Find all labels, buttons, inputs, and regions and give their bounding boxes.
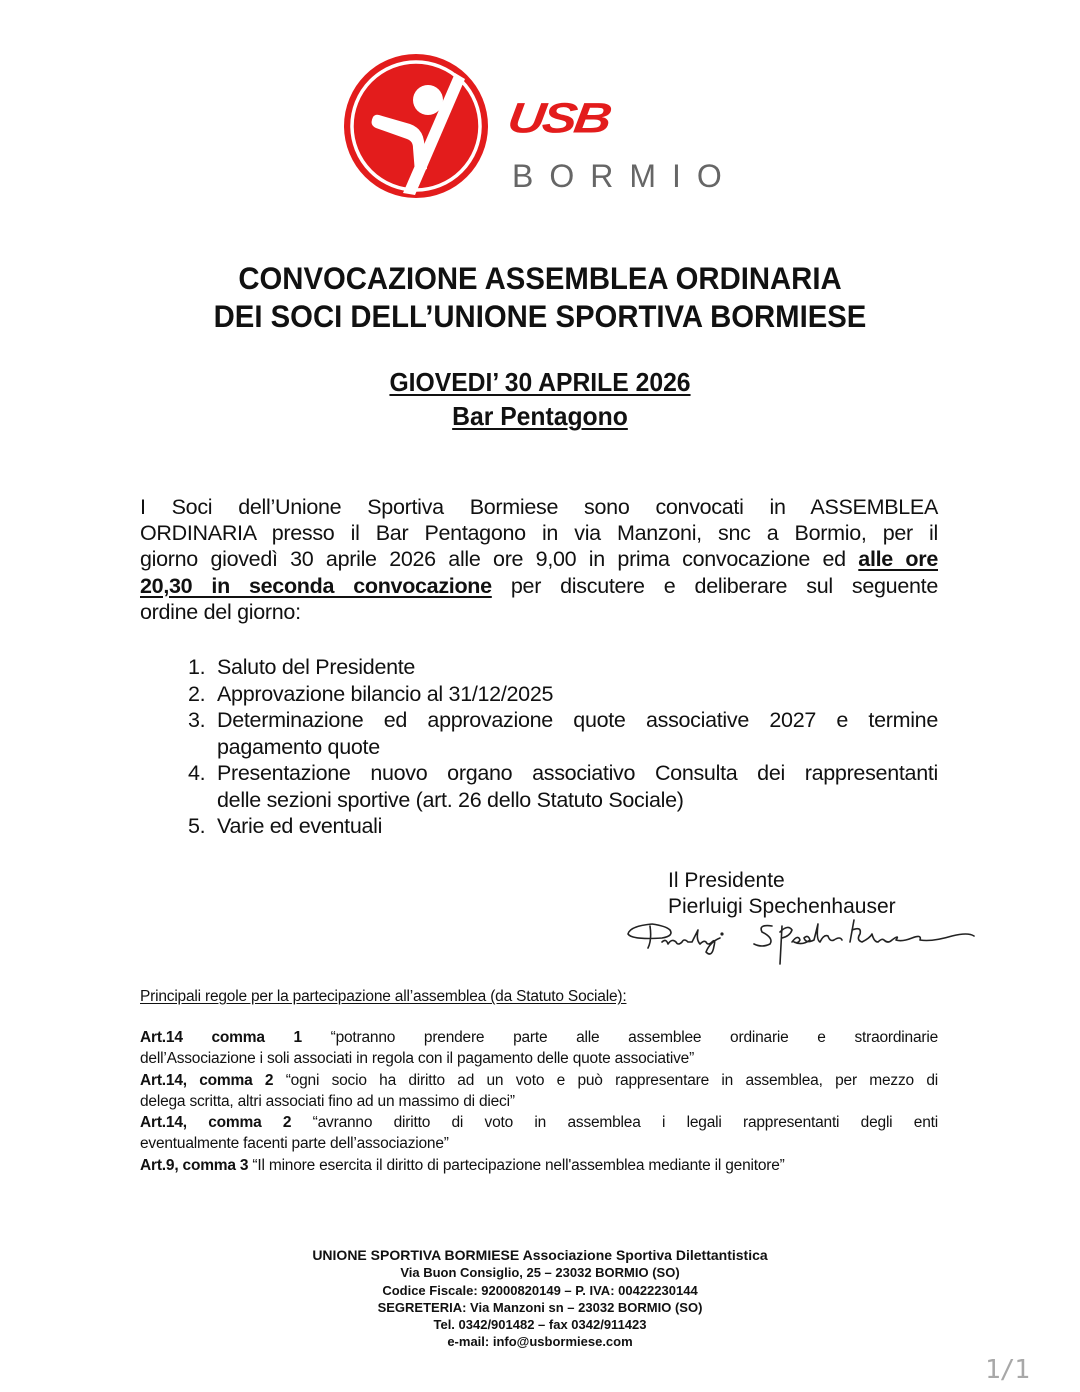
signatory-role: Il Presidente — [668, 869, 785, 892]
letterhead-footer — [0, 1247, 1080, 1351]
rule-reference: Art.14 comma 1 — [140, 1029, 302, 1046]
meeting-venue: Bar Pentagono — [452, 401, 628, 431]
paragraph-text: per discutere e deliberare sul seguente — [491, 573, 938, 598]
footer-tax-codes: Codice Fiscale: 92000820149 – P. IVA: 00422230144 — [382, 1282, 698, 1298]
paragraph-line — [140, 573, 938, 599]
rule-line — [140, 1112, 938, 1133]
second-call-time-bold: alle ore — [858, 547, 938, 572]
footer-address: Via Buon Consiglio, 25 – 23032 BORMIO (SO) — [400, 1265, 680, 1281]
rule-line: dell’Associazione i soli associati in regola con il pagamento delle quote associative” — [140, 1050, 695, 1068]
signatory-name: Pierluigi Spechenhauser — [668, 895, 896, 918]
handwritten-signature-icon — [622, 912, 982, 974]
convocation-paragraph — [140, 494, 938, 625]
rules-heading: Principali regole per la partecipazione all’assemblea (da Statuto Sociale): — [140, 988, 627, 1005]
footer-phone-fax: Tel. 0342/901482 – fax 0342/911423 — [433, 1317, 647, 1333]
rule-line: delega scritta, altri associati fino ad un massimo di dieci” — [140, 1092, 515, 1110]
rules-list — [140, 1027, 938, 1176]
rule-reference: Art.9, comma 3 — [140, 1156, 249, 1174]
paragraph-line — [140, 546, 938, 572]
agenda-text: Varie ed eventuali — [217, 814, 383, 838]
agenda-list — [188, 654, 938, 840]
agenda-text: Approvazione bilancio al 31/12/2025 — [217, 681, 554, 706]
paragraph-text: giorno giovedì 30 aprile 2026 alle ore 9,00 in prima convocazione ed — [140, 547, 859, 572]
document-title-line1: CONVOCAZIONE ASSEMBLEA ORDINARIA — [238, 260, 842, 296]
usb-emblem-icon — [343, 53, 489, 199]
agenda-item — [188, 707, 938, 760]
agenda-number: 5. — [188, 814, 206, 838]
agenda-item — [188, 760, 938, 813]
agenda-number: 2. — [188, 681, 206, 706]
rule-text: “ogni socio ha diritto ad un voto e può rappresentare in assemblea, per mezzo di — [273, 1071, 939, 1089]
footer-secretariat: SEGRETERIA: Via Manzoni sn – 23032 BORMIO (SO) — [377, 1299, 703, 1315]
agenda-item — [188, 681, 938, 708]
agenda-text: delle sezioni sportive (art. 26 dello Statuto Sociale) — [217, 787, 684, 812]
agenda-text: Determinazione ed approvazione quote associative 2027 e termine — [217, 708, 938, 732]
second-call-bold: 20,30 in seconda convocazione — [140, 573, 492, 598]
agenda-number: 4. — [188, 761, 206, 785]
agenda-number: 1. — [188, 655, 206, 679]
rule-line — [140, 1070, 938, 1091]
agenda-number: 3. — [188, 708, 206, 732]
paragraph-line: ORDINARIA presso il Bar Pentagono in via Manzoni, snc a Bormio, per il — [140, 521, 938, 546]
footer-email: e-mail: info@usbormiese.com — [447, 1334, 633, 1350]
page-indicator: 1/1 — [985, 1355, 1029, 1385]
agenda-item — [188, 654, 938, 681]
rule-text: “Il minore esercita il diritto di partecipazione nell'assemblea mediante il genitore” — [248, 1156, 785, 1174]
logo-brand-text: USB — [504, 94, 613, 143]
paragraph-line: ordine del giorno: — [140, 599, 301, 624]
agenda-text: pagamento quote — [217, 734, 380, 759]
rule-text: “potranno prendere parte alle assemblee ordinarie e straordinarie — [301, 1029, 938, 1046]
footer-organization: UNIONE SPORTIVA BORMIESE Associazione Sportiva Dilettantistica — [312, 1247, 768, 1263]
agenda-text: Presentazione nuovo organo associativo Consulta dei rappresentanti — [217, 761, 938, 785]
rule-line — [140, 1155, 938, 1176]
rule-line: eventualmente facenti parte dell’associazione” — [140, 1135, 449, 1153]
rule-line — [140, 1027, 938, 1048]
meeting-date: GIOVEDI’ 30 APRILE 2026 — [389, 367, 691, 397]
rule-reference: Art.14, comma 2 — [140, 1114, 292, 1132]
agenda-text: Saluto del Presidente — [217, 655, 416, 679]
rule-reference: Art.14, comma 2 — [140, 1071, 274, 1089]
rule-text: “avranno diritto di voto in assemblea i legali rappresentanti degli enti — [291, 1114, 938, 1132]
agenda-item — [188, 813, 938, 840]
paragraph-line: I Soci dell’Unione Sportiva Bormiese sono convocati in ASSEMBLEA — [140, 495, 938, 519]
usb-bormio-logo — [343, 53, 738, 199]
document-title-line2: DEI SOCI DELL’UNIONE SPORTIVA BORMIESE — [213, 298, 867, 334]
logo-location-text: BORMIO — [512, 158, 738, 194]
